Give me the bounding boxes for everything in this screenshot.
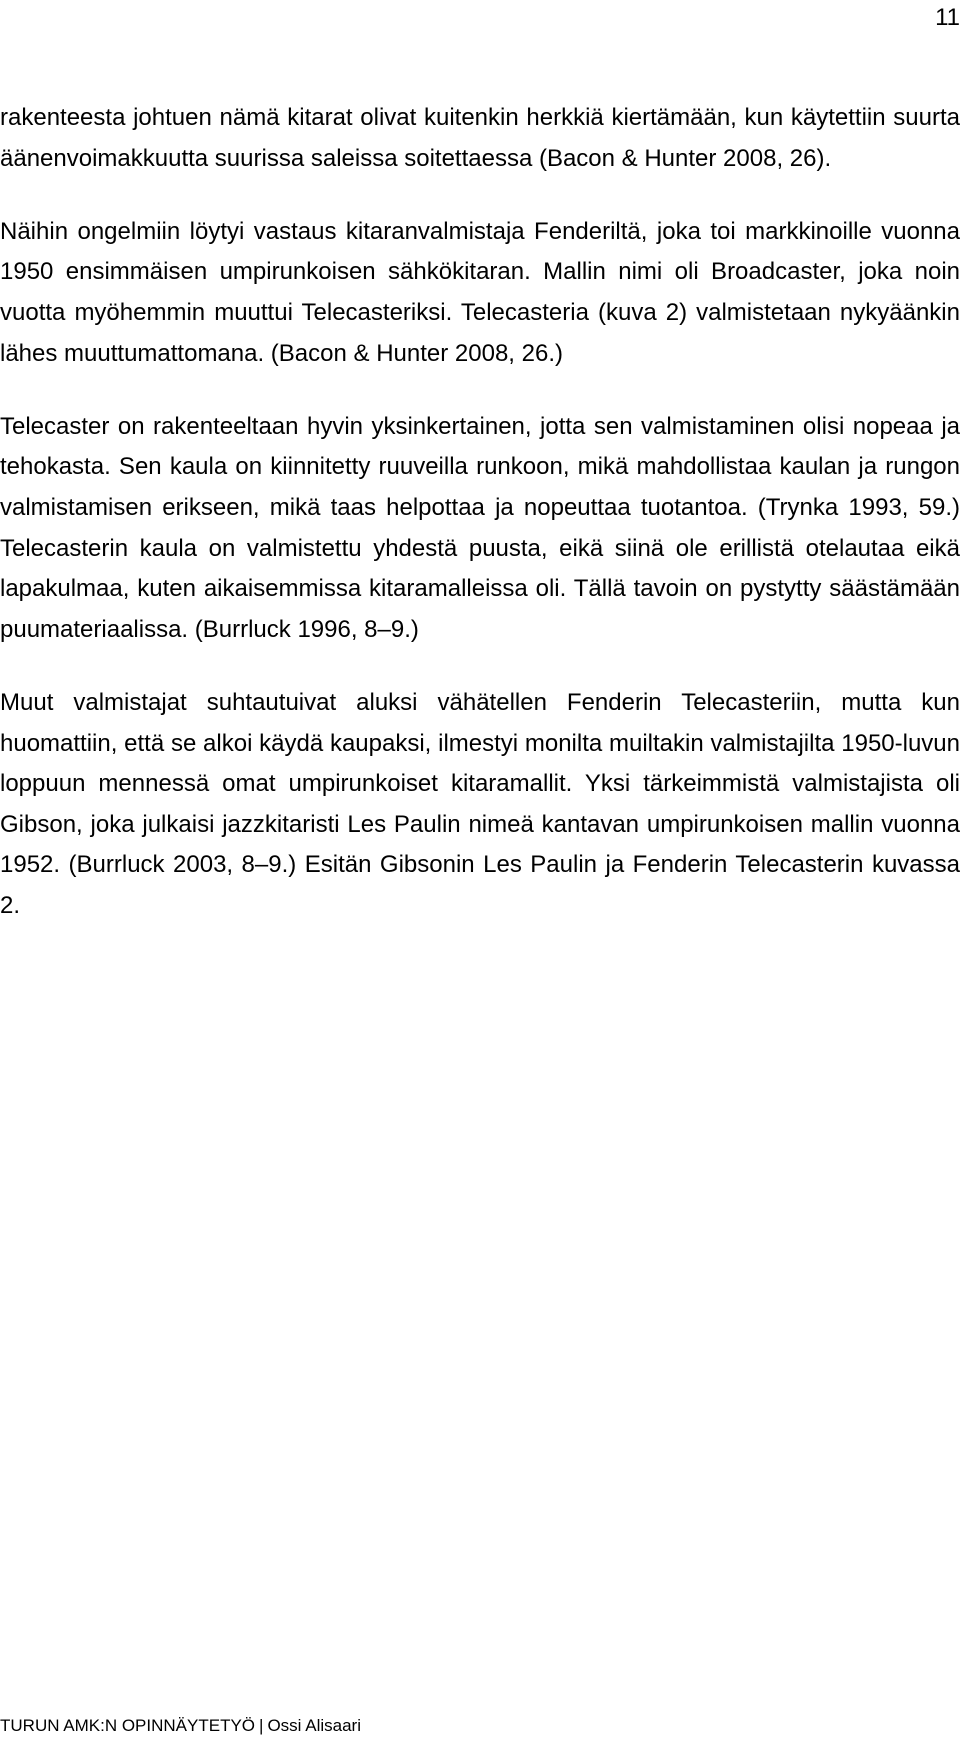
paragraph-4: Muut valmistajat suhtautuivat aluksi vähätellen Fenderin Telecasteriin, mutta kun huomattiin, että se alkoi käydä kaupaksi, ilmestyi monilta muiltakin valmistajilta 1950-luvun loppuun mennessä omat umpirunkoiset kitaramallit. Yksi tärkeimmistä valmistajista oli Gibson, joka julkaisi jazzkitaristi Les Paulin nimeä kantavan umpirunkoisen mallin vuonna 1952. (Burrluck 2003, 8–9.) Esitän Gibsonin Les Paulin ja Fenderin Telecasterin kuvassa 2. (0, 688, 960, 919)
body-text (0, 98, 960, 959)
page-footer (0, 1716, 361, 1736)
page-number: 11 (935, 4, 960, 31)
paragraph-2: Näihin ongelmiin löytyi vastaus kitaranvalmistaja Fenderiltä, joka toi markkinoille vuonna 1950 ensimmäisen umpirunkoisen sähkökitaran. Mallin nimi oli Broadcaster, joka noin vuotta myöhemmin muuttui Telecasteriksi. Telecasteria (kuva 2) valmistetaan nykyäänkin lähes muuttumattomana. (Bacon & Hunter 2008, 26.) (0, 217, 960, 367)
footer-author: Ossi Alisaari (267, 1716, 361, 1735)
paragraph-1: rakenteesta johtuen nämä kitarat olivat kuitenkin herkkiä kiertämään, kun käytettiin suurta äänenvoimakkuutta suurissa saleissa soitettaessa (Bacon & Hunter 2008, 26). (0, 104, 960, 172)
footer-separator: | (259, 1716, 264, 1735)
footer-institution: TURUN AMK:N OPINNÄYTETYÖ (0, 1716, 256, 1735)
paragraph-3: Telecaster on rakenteeltaan hyvin yksinkertainen, jotta sen valmistaminen olisi nopeaa ja tehokasta. Sen kaula on kiinnitetty ruuveilla runkoon, mikä mahdollistaa kaulan ja rungon valmistamisen erikseen, mikä taas helpottaa ja nopeuttaa tuotantoa. (Trynka 1993, 59.) Telecasterin kaula on valmistettu yhdestä puusta, eikä siinä ole erillistä otelautaa eikä lapakulmaa, kuten aikaisemmissa kitaramalleissa oli. Tällä tavoin on pystytty säästämään puumateriaalissa. (Burrluck 1996, 8–9.) (0, 412, 960, 643)
